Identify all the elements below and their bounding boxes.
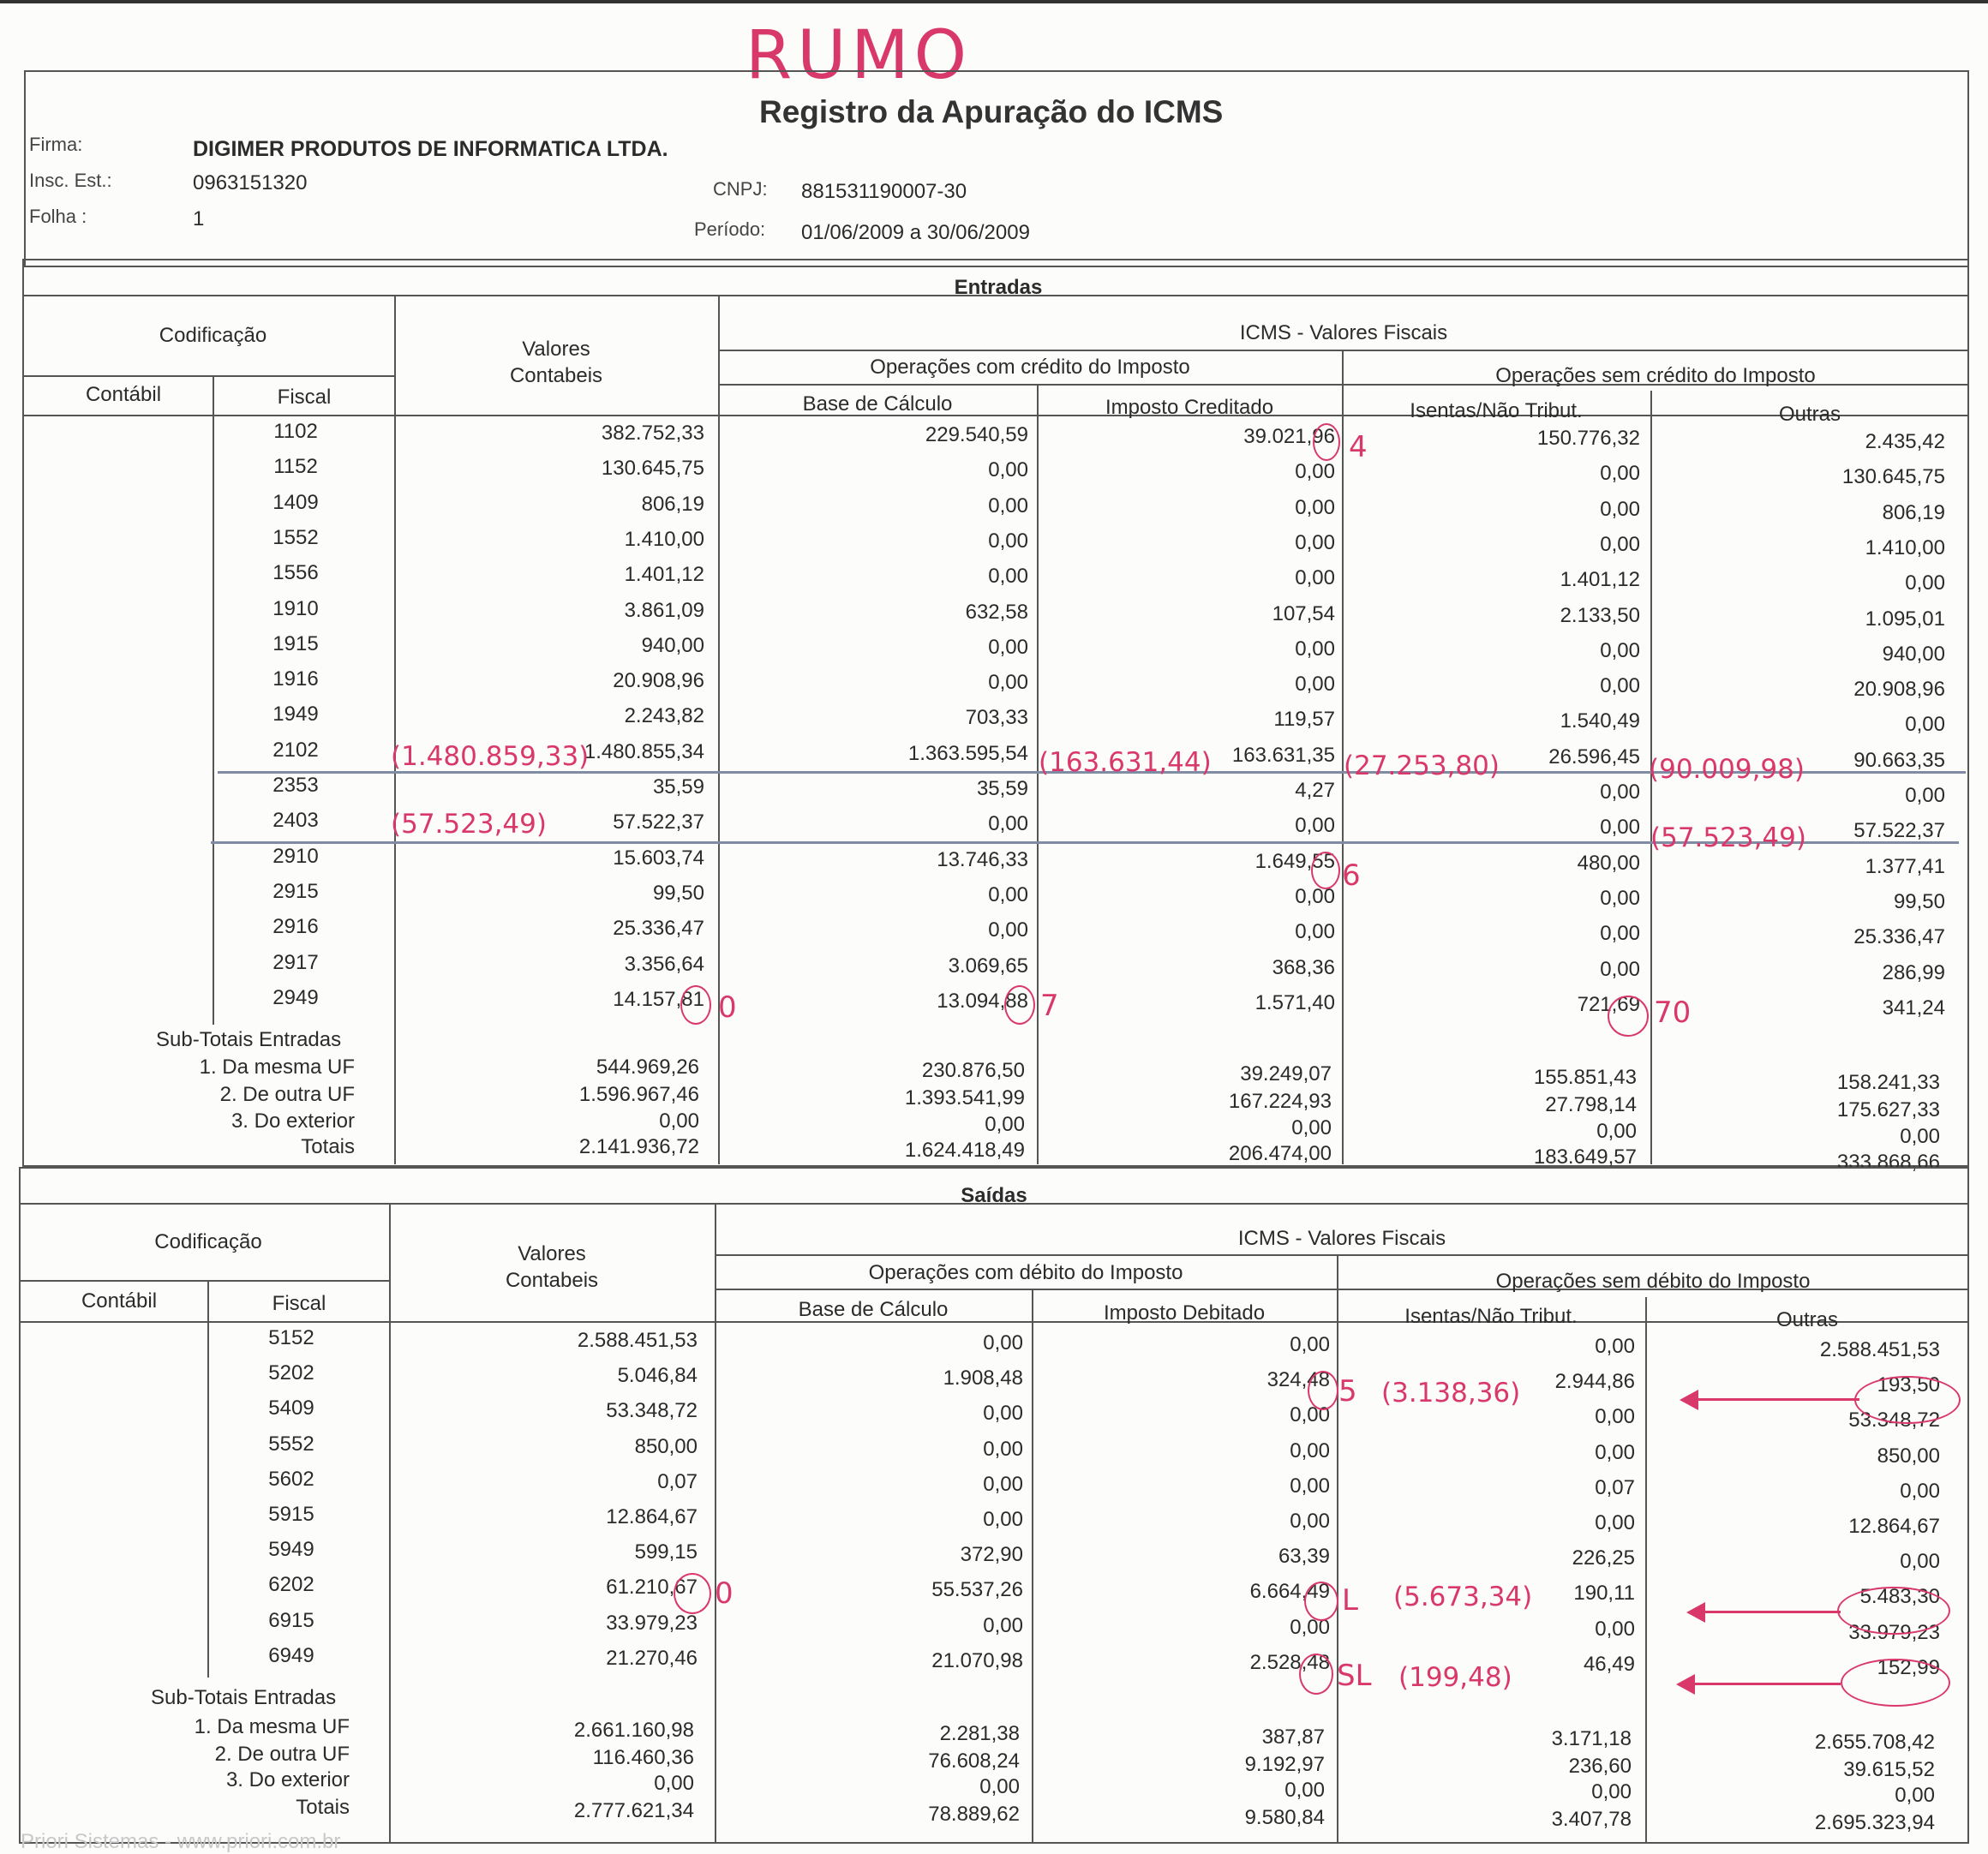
isentas-cell: 721,69 (1577, 993, 1640, 1016)
saidas-header-isentas: Isentas/Não Tribut. (1404, 1305, 1578, 1328)
subtotal-isentas: 0,00 (1591, 1780, 1632, 1803)
valores-cell: 99,50 (652, 882, 704, 905)
note-entradas-ise-2102: (27.253,80) (1344, 751, 1500, 781)
isentas-cell: 0,00 (1595, 1335, 1635, 1358)
note-saidas-imp-6202: L (1342, 1583, 1358, 1618)
outras-cell: 99,50 (1893, 890, 1945, 913)
base-cell: 1.363.595,54 (907, 742, 1028, 765)
imposto-cell: 163.631,35 (1231, 744, 1335, 767)
entradas-header-codificacao: Codificação (159, 324, 267, 347)
subtotal-base: 1.393.541,99 (904, 1086, 1025, 1109)
imposto-cell: 0,00 (1290, 1403, 1330, 1426)
insc-value: 0963151320 (193, 171, 308, 194)
outras-cell: 20.908,96 (1853, 678, 1945, 701)
valores-cell: 35,59 (652, 775, 704, 798)
imposto-cell: 1.571,40 (1254, 991, 1335, 1014)
subtotal-outras: 0,00 (1895, 1784, 1935, 1807)
outras-cell: 90.663,35 (1853, 749, 1945, 772)
entradas-header-imposto: Imposto Creditado (1105, 396, 1274, 419)
cnpj-value: 881531190007-30 (801, 180, 967, 203)
base-cell: 0,00 (983, 1473, 1023, 1496)
valores-cell: 0,07 (657, 1470, 698, 1493)
fiscal-code: 6202 (268, 1573, 314, 1596)
valores-cell: 61.210,67 (606, 1576, 698, 1599)
imposto-cell: 0,00 (1290, 1474, 1330, 1498)
imposto-cell: 0,00 (1295, 920, 1335, 943)
subtotal-outras: 39.615,52 (1843, 1758, 1935, 1781)
imposto-cell: 0,00 (1295, 566, 1335, 589)
isentas-cell: 0,00 (1600, 674, 1640, 697)
base-cell: 0,00 (988, 529, 1028, 553)
valores-cell: 382.752,33 (601, 422, 704, 445)
page-title: Registro da Apuração do ICMS (759, 94, 1224, 129)
fiscal-code: 5949 (268, 1538, 314, 1561)
note-saidas-imp-5202: 5 (1338, 1374, 1357, 1408)
outras-cell: 5.483,30 (1859, 1585, 1940, 1608)
subtotal-valores: 0,00 (654, 1772, 694, 1795)
imposto-cell: 0,00 (1295, 531, 1335, 554)
note-entradas-base-2949: 7 (1040, 989, 1059, 1023)
entradas-header-isentas: Isentas/Não Tribut. (1410, 399, 1583, 422)
note-saidas-val-6202: 0 (715, 1576, 734, 1611)
isentas-cell: 1.540,49 (1560, 709, 1640, 733)
arrow-head-6949 (1676, 1674, 1695, 1695)
valores-cell: 3.356,64 (624, 953, 704, 976)
base-cell: 632,58 (965, 601, 1028, 624)
note-entradas-imp-2910: 6 (1342, 858, 1361, 893)
subtotal-isentas: 0,00 (1596, 1120, 1637, 1143)
subtotal-isentas: 3.407,78 (1551, 1808, 1632, 1831)
fiscal-code: 1552 (272, 526, 319, 549)
fiscal-code: 6915 (268, 1609, 314, 1632)
ring-2949-isentas (1608, 996, 1649, 1037)
insc-label: Insc. Est.: (29, 170, 112, 191)
base-cell: 703,33 (965, 706, 1028, 729)
subtotal-valores: 2.661.160,98 (573, 1719, 694, 1742)
entradas-header-icms: ICMS - Valores Fiscais (1239, 321, 1448, 344)
entradas-header-contabeis: Contabeis (509, 364, 603, 387)
valores-cell: 599,15 (634, 1540, 698, 1564)
isentas-cell: 0,00 (1600, 533, 1640, 556)
entradas-header-outras: Outras (1778, 403, 1841, 426)
fiscal-code: 5409 (268, 1396, 314, 1420)
subtotal-isentas: 3.171,18 (1551, 1727, 1632, 1750)
note-entradas-out-2403: (57.523,49) (1650, 822, 1806, 853)
isentas-cell: 0,00 (1595, 1441, 1635, 1464)
base-cell: 13.094,88 (937, 990, 1028, 1013)
valores-cell: 130.645,75 (601, 457, 704, 480)
subtotal-imposto: 39.249,07 (1240, 1062, 1332, 1085)
imposto-cell: 6.664,49 (1249, 1580, 1330, 1603)
isentas-cell: 0,00 (1600, 922, 1640, 945)
imposto-cell: 368,36 (1272, 956, 1335, 979)
subtotal-valores: 1.596.967,46 (578, 1083, 699, 1106)
arrow-head-5202 (1680, 1390, 1698, 1410)
scan-top-edge (0, 0, 1988, 3)
ring-6202-valores (674, 1573, 711, 1614)
subtotal-valores: 544.969,26 (596, 1056, 699, 1079)
outras-cell: 25.336,47 (1853, 925, 1945, 948)
subtotal-label: Totais (296, 1796, 350, 1819)
outras-cell: 33.979,23 (1848, 1621, 1940, 1644)
fiscal-code: 1916 (272, 667, 319, 691)
base-cell: 3.069,65 (948, 954, 1028, 978)
isentas-cell: 0,00 (1595, 1511, 1635, 1534)
arrow-6202 (1705, 1611, 1841, 1613)
outras-cell: 0,00 (1905, 571, 1945, 595)
entradas-title: Entradas (954, 276, 1043, 299)
subtotal-imposto: 9.192,97 (1244, 1753, 1325, 1776)
imposto-cell: 0,00 (1290, 1510, 1330, 1533)
subtotal-imposto: 9.580,84 (1244, 1806, 1325, 1829)
fiscal-code: 1949 (272, 703, 319, 726)
periodo-label: Período: (694, 218, 766, 240)
outras-cell: 2.588.451,53 (1819, 1338, 1940, 1361)
isentas-cell: 0,00 (1595, 1405, 1635, 1428)
valores-cell: 15.603,74 (613, 846, 704, 870)
note-entradas-val-2949: 0 (718, 990, 737, 1025)
saidas-header-icms: ICMS - Valores Fiscais (1237, 1227, 1446, 1250)
arrow-6949 (1695, 1683, 1841, 1685)
ring-6949-imposto (1299, 1654, 1333, 1695)
fiscal-code: 1910 (272, 597, 319, 620)
ring-1102-imposto (1313, 423, 1340, 461)
note-saidas-imp-6949: SL (1337, 1659, 1372, 1693)
ring-5202-imposto (1308, 1371, 1338, 1410)
subtotal-imposto: 387,87 (1261, 1725, 1325, 1749)
entradas-header-base: Base de Cálculo (802, 392, 953, 416)
subtotal-imposto: 0,00 (1291, 1116, 1332, 1139)
fiscal-code: 2102 (272, 739, 319, 762)
subtotal-imposto: 167.224,93 (1228, 1090, 1332, 1113)
outras-cell: 806,19 (1882, 501, 1945, 524)
base-cell: 0,00 (988, 918, 1028, 942)
outras-cell: 850,00 (1877, 1444, 1940, 1468)
base-cell: 1.908,48 (943, 1367, 1023, 1390)
note-entradas-ise-2949: 70 (1654, 996, 1692, 1030)
subtotal-valores: 116.460,36 (592, 1746, 694, 1769)
arrow-head-6202 (1686, 1602, 1705, 1623)
base-cell: 0,00 (983, 1508, 1023, 1531)
imposto-cell: 2.528,48 (1249, 1651, 1330, 1674)
imposto-cell: 119,57 (1273, 708, 1335, 731)
subtotal-valores: 0,00 (659, 1109, 699, 1133)
valores-cell: 53.348,72 (606, 1399, 698, 1422)
isentas-cell: 0,00 (1595, 1618, 1635, 1641)
outras-cell: 193,50 (1877, 1373, 1940, 1396)
fiscal-code: 2910 (272, 845, 319, 868)
fiscal-code: 2916 (272, 915, 319, 938)
isentas-cell: 0,00 (1600, 780, 1640, 804)
isentas-cell: 1.401,12 (1560, 568, 1640, 591)
ring-6949-outras (1841, 1659, 1950, 1707)
base-cell: 13.746,33 (937, 848, 1028, 871)
subtotal-isentas: 27.798,14 (1545, 1093, 1637, 1116)
isentas-cell: 0,00 (1600, 639, 1640, 662)
isentas-cell: 26.596,45 (1548, 745, 1640, 769)
base-cell: 0,00 (988, 883, 1028, 906)
outras-cell: 130.645,75 (1841, 465, 1945, 488)
valores-cell: 1.401,12 (624, 563, 704, 586)
outras-cell: 0,00 (1900, 1480, 1940, 1503)
saidas-header-contabeis: Contabeis (505, 1269, 599, 1292)
isentas-cell: 0,00 (1600, 887, 1640, 910)
imposto-cell: 0,00 (1290, 1616, 1330, 1639)
fiscal-code: 2917 (272, 951, 319, 974)
isentas-cell: 480,00 (1577, 852, 1640, 875)
isentas-cell: 0,00 (1600, 958, 1640, 981)
imposto-cell: 0,00 (1290, 1439, 1330, 1462)
base-cell: 21.070,98 (931, 1649, 1023, 1672)
valores-cell: 940,00 (641, 634, 704, 657)
subtotal-base: 2.281,38 (939, 1722, 1020, 1745)
valores-cell: 57.522,37 (613, 810, 704, 834)
outras-cell: 2.435,42 (1865, 430, 1945, 453)
base-cell: 0,00 (983, 1438, 1023, 1461)
footer-text: Priori Sistemas - www.priori.com.br (21, 1830, 341, 1853)
ring-2949-base (1004, 985, 1035, 1025)
subtotal-valores: 2.777.621,34 (573, 1799, 694, 1822)
saidas-header-codificacao: Codificação (154, 1230, 262, 1253)
isentas-cell: 0,07 (1595, 1476, 1635, 1499)
firma-value: DIGIMER PRODUTOS DE INFORMATICA LTDA. (193, 137, 668, 161)
isentas-cell: 2.944,86 (1554, 1370, 1635, 1393)
fiscal-code: 5552 (268, 1432, 314, 1456)
fiscal-code: 1556 (272, 561, 319, 584)
subtotal-base: 0,00 (985, 1113, 1025, 1136)
saidas-header-imposto: Imposto Debitado (1103, 1301, 1266, 1325)
base-cell: 0,00 (988, 458, 1028, 481)
outras-cell: 0,00 (1905, 713, 1945, 736)
ring-6202-outras (1837, 1587, 1950, 1635)
imposto-cell: 0,00 (1295, 637, 1335, 661)
saidas-header-outras: Outras (1775, 1308, 1839, 1331)
valores-cell: 2.243,82 (624, 704, 704, 727)
subtotal-label: 1. Da mesma UF (199, 1056, 355, 1079)
fiscal-code: 5602 (268, 1468, 314, 1491)
subtotal-imposto: 0,00 (1284, 1779, 1325, 1802)
base-cell: 0,00 (983, 1331, 1023, 1355)
isentas-cell: 0,00 (1600, 462, 1640, 485)
imposto-cell: 39.021,96 (1243, 425, 1335, 448)
cnpj-label: CNPJ: (713, 178, 768, 200)
subtotal-label: 3. Do exterior (231, 1109, 355, 1133)
subtotal-valores: 2.141.936,72 (578, 1135, 699, 1158)
ring-5202-outras (1854, 1376, 1961, 1424)
subtotal-outras: 175.627,33 (1836, 1098, 1940, 1121)
saidas-header-contabil: Contábil (81, 1289, 158, 1313)
ring-2949-valores (680, 985, 711, 1025)
valores-cell: 806,19 (641, 493, 704, 516)
base-cell: 372,90 (960, 1543, 1023, 1566)
valores-cell: 20.908,96 (613, 669, 704, 692)
note-saidas-ise-5202: (3.138,36) (1381, 1378, 1521, 1408)
fiscal-code: 2353 (272, 774, 319, 797)
valores-cell: 2.588.451,53 (577, 1329, 698, 1352)
fiscal-code: 1409 (272, 491, 319, 514)
arrow-5202 (1697, 1398, 1859, 1401)
entradas-header-ops-sem: Operações sem crédito do Imposto (1495, 364, 1816, 387)
periodo-value: 01/06/2009 a 30/06/2009 (801, 221, 1030, 244)
valores-cell: 12.864,67 (606, 1505, 698, 1528)
imposto-cell: 1.649,55 (1254, 850, 1335, 873)
valores-cell: 33.979,23 (606, 1612, 698, 1635)
note-entradas-val-2403: (57.523,49) (391, 809, 547, 840)
imposto-cell: 107,54 (1272, 602, 1335, 625)
saidas-header-ops-sem: Operações sem débito do Imposto (1495, 1270, 1811, 1293)
ring-2910-imposto (1311, 852, 1340, 889)
valores-cell: 21.270,46 (606, 1647, 698, 1670)
subtotal-outras: 333.868,66 (1836, 1151, 1940, 1174)
subtotal-isentas: 183.649,57 (1533, 1145, 1637, 1169)
subtotal-base: 1.624.418,49 (904, 1139, 1025, 1162)
fiscal-code: 2403 (272, 809, 319, 832)
entradas-header-fiscal: Fiscal (277, 386, 332, 409)
valores-cell: 850,00 (634, 1435, 698, 1458)
entradas-header-valores: Valores (522, 338, 590, 361)
subtotal-base: 76.608,24 (928, 1749, 1020, 1773)
subtotal-label: 2. De outra UF (214, 1743, 350, 1766)
imposto-cell: 0,00 (1295, 673, 1335, 696)
imposto-cell: 0,00 (1295, 814, 1335, 837)
note-saidas-ise-6949: (199,48) (1398, 1662, 1512, 1693)
saidas-header-valores: Valores (518, 1242, 586, 1265)
note-entradas-imp-1102: 4 (1349, 430, 1368, 464)
fiscal-code: 2949 (272, 986, 319, 1009)
firma-label: Firma: (29, 134, 83, 155)
subtotal-label: 2. De outra UF (219, 1083, 355, 1106)
subtotals-title: Sub-Totais Entradas (151, 1686, 337, 1709)
valores-cell: 25.336,47 (613, 917, 704, 940)
isentas-cell: 226,25 (1572, 1546, 1635, 1570)
base-cell: 0,00 (983, 1614, 1023, 1637)
imposto-cell: 0,00 (1295, 885, 1335, 908)
fiscal-code: 6949 (268, 1644, 314, 1667)
subtotal-label: Totais (301, 1135, 355, 1158)
handwritten-rumo: RUMO (746, 17, 972, 94)
outras-cell: 940,00 (1882, 643, 1945, 666)
subtotal-label: 3. Do exterior (225, 1768, 350, 1791)
outras-cell: 0,00 (1900, 1550, 1940, 1573)
valores-cell: 1.480.855,34 (584, 740, 704, 763)
saidas-header-ops-com: Operações com débito do Imposto (868, 1261, 1183, 1284)
note-entradas-imp-2102: (163.631,44) (1039, 747, 1212, 778)
ring-6202-imposto (1304, 1582, 1338, 1621)
outras-cell: 12.864,67 (1848, 1515, 1940, 1538)
base-cell: 0,00 (988, 494, 1028, 517)
outras-cell: 1.377,41 (1865, 855, 1945, 878)
outras-cell: 152,99 (1877, 1656, 1940, 1679)
valores-cell: 14.157,81 (613, 988, 704, 1011)
fiscal-code: 5202 (268, 1361, 314, 1385)
base-cell: 55.537,26 (931, 1578, 1023, 1601)
base-cell: 0,00 (988, 565, 1028, 588)
imposto-cell: 324,48 (1266, 1368, 1330, 1391)
isentas-cell: 2.133,50 (1560, 604, 1640, 627)
note-saidas-ise-6202: (5.673,34) (1393, 1582, 1533, 1612)
fiscal-code: 1915 (272, 632, 319, 655)
isentas-cell: 46,49 (1583, 1653, 1635, 1676)
fiscal-code: 1152 (273, 455, 318, 478)
isentas-cell: 190,11 (1573, 1582, 1635, 1605)
outras-cell: 341,24 (1882, 996, 1945, 1020)
subtotal-base: 78.889,62 (928, 1803, 1020, 1826)
valores-cell: 3.861,09 (624, 599, 704, 622)
imposto-cell: 63,39 (1278, 1545, 1330, 1568)
fiscal-code: 1102 (273, 420, 318, 443)
subtotals-title: Sub-Totais Entradas (156, 1028, 342, 1051)
subtotal-outras: 2.695.323,94 (1814, 1811, 1935, 1834)
entradas-header-ops-com: Operações com crédito do Imposto (870, 356, 1190, 379)
base-cell: 0,00 (988, 636, 1028, 659)
isentas-cell: 150.776,32 (1536, 427, 1640, 450)
entradas-header-contabil: Contábil (85, 383, 162, 406)
outras-cell: 1.095,01 (1865, 607, 1945, 631)
outras-cell: 0,00 (1905, 784, 1945, 807)
subtotal-base: 0,00 (979, 1775, 1020, 1798)
isentas-cell: 0,00 (1600, 498, 1640, 521)
outras-cell: 53.348,72 (1848, 1408, 1940, 1432)
folha-label: Folha : (29, 206, 87, 227)
valores-cell: 1.410,00 (624, 528, 704, 551)
subtotal-isentas: 155.851,43 (1533, 1066, 1637, 1089)
outras-cell: 57.522,37 (1853, 819, 1945, 842)
fiscal-code: 5915 (268, 1503, 314, 1526)
subtotal-imposto: 206.474,00 (1228, 1142, 1332, 1165)
subtotal-outras: 158.241,33 (1836, 1071, 1940, 1094)
subtotal-isentas: 236,60 (1568, 1755, 1632, 1778)
base-cell: 0,00 (983, 1402, 1023, 1425)
subtotal-outras: 0,00 (1900, 1125, 1940, 1148)
saidas-title: Saídas (961, 1184, 1027, 1207)
base-cell: 0,00 (988, 671, 1028, 694)
base-cell: 35,59 (976, 777, 1028, 800)
subtotal-outras: 2.655.708,42 (1814, 1731, 1935, 1754)
fiscal-code: 5152 (268, 1326, 314, 1349)
subtotal-base: 230.876,50 (921, 1059, 1025, 1082)
fiscal-code: 2915 (272, 880, 319, 903)
note-entradas-out-2102: (90.009,98) (1649, 754, 1805, 785)
saidas-header-base: Base de Cálculo (798, 1298, 949, 1321)
saidas-header-fiscal: Fiscal (272, 1292, 326, 1315)
valores-cell: 5.046,84 (617, 1364, 698, 1387)
imposto-cell: 4,27 (1295, 779, 1335, 802)
outras-cell: 1.410,00 (1865, 536, 1945, 559)
isentas-cell: 0,00 (1600, 816, 1640, 839)
subtotal-label: 1. Da mesma UF (194, 1715, 350, 1738)
imposto-cell: 0,00 (1295, 460, 1335, 483)
base-cell: 0,00 (988, 812, 1028, 835)
base-cell: 229.540,59 (925, 423, 1028, 446)
folha-value: 1 (193, 207, 205, 230)
note-entradas-val-2102: (1.480.859,33) (391, 741, 590, 772)
imposto-cell: 0,00 (1295, 496, 1335, 519)
imposto-cell: 0,00 (1290, 1333, 1330, 1356)
outras-cell: 286,99 (1882, 961, 1945, 984)
